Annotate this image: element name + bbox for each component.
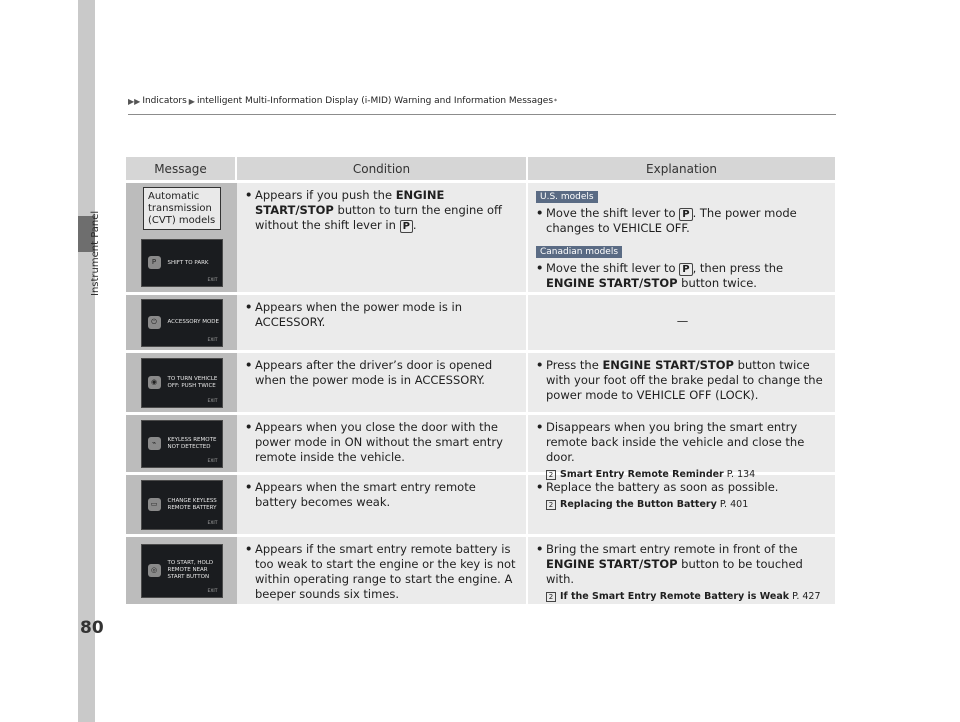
explanation-cell [528,183,835,292]
page-reference-link[interactable] [536,497,829,512]
text-run: Bring the smart entry remote in front of the [546,542,798,556]
explanation-cell [528,353,835,412]
message-cell [126,183,237,292]
text-run: Appears if you push the [255,188,396,202]
screen-exit-label: EXIT [207,458,218,464]
condition-cell [237,295,528,350]
condition-text: Appears when the power mode is in ACCESSORY. [255,300,462,329]
text-run: Move the shift lever to [546,206,680,220]
sidebar-strip [78,0,95,722]
text-run: , then press the [692,261,784,275]
screen-text: TO START, HOLD REMOTE NEAR START BUTTON [167,560,214,580]
reference-title: Smart Entry Remote Reminder [560,469,724,480]
explanation-text: Replace the battery as soon as possible. [546,480,779,494]
page-reference-link[interactable] [536,589,829,604]
condition-cell [237,475,528,534]
reference-title: Replacing the Button Battery [560,499,717,510]
explanation-text [546,542,829,587]
table-header [126,157,835,180]
bullet-icon: • [536,358,544,372]
screen-exit-label: EXIT [207,398,218,404]
display-screen [141,544,223,598]
breadcrumb-link-indicators[interactable]: Indicators [142,96,187,106]
text-run: button to turn the engine off without the shift lever in [255,203,502,232]
condition-text: Appears if the smart entry remote battery is too weak to start the engine or the key is not within operating range to start the engine. A beeper sounds six times. [255,542,516,601]
remote-start-icon: ◎ [148,564,161,577]
breadcrumb-asterisk: * [554,97,558,105]
display-screen [141,480,223,530]
reference-page: P. 427 [792,591,821,602]
explanation-text [546,358,829,403]
bullet-icon: • [536,542,544,556]
page-number: 80 [80,618,104,638]
reference-title: If the Smart Entry Remote Battery is Weak [560,591,790,602]
screen-text: CHANGE KEYLESS REMOTE BATTERY [167,497,217,511]
header-explanation: Explanation [646,161,717,176]
table-row [126,537,835,604]
message-cell [126,295,237,350]
table-row [126,295,835,350]
sidebar-section-label: Instrument Panel [90,210,101,296]
explanation-text: — [676,314,689,328]
text-run: . [412,218,417,232]
explanation-cell [528,537,835,604]
text-run-bold: ENGINE START/STOP [602,358,734,372]
display-screen [141,358,223,408]
screen-text: TO TURN VEHICLE OFF: PUSH TWICE [167,375,218,389]
text-run: button to be touched with. [546,557,803,586]
display-screen [141,299,223,347]
screen-exit-label: EXIT [207,520,218,526]
explanation-cell [528,415,835,480]
header-message: Message [126,157,237,180]
text-run: button twice. [677,276,757,290]
messages-table [126,157,835,604]
condition-text: Appears when you close the door with the power mode in ON without the smart entry remote inside the vehicle. [255,420,503,464]
park-key-icon: P [400,220,413,233]
text-run-bold: ENGINE START/STOP [255,188,445,217]
screen-exit-label: EXIT [207,278,218,283]
power-icon: ⏻ [148,316,161,329]
screen-text: ACCESSORY MODE [167,319,219,325]
breadcrumb [128,96,557,106]
model-callout: Automatic transmission (CVT) models [143,187,221,230]
table-row [126,475,835,534]
condition-text: Appears after the driver’s door is opened when the power mode is in ACCESSORY. [255,358,493,387]
bullet-icon: • [536,206,544,220]
message-cell [126,415,237,472]
reference-arrow-icon: 2 [546,592,556,602]
bullet-icon: • [245,542,253,556]
screen-exit-label: EXIT [207,588,218,594]
message-cell [126,475,237,534]
shift-lever-icon: P [148,256,161,269]
bullet-icon: • [536,480,544,494]
start-button-icon: ◉ [148,376,161,389]
screen-text: KEYLESS REMOTE NOT DETECTED [167,436,217,450]
text-run: button twice with your foot off the brake pedal to change the power mode to VEHICLE OFF (LOCK). [546,358,823,402]
explanation-text [546,261,829,291]
table-row [126,353,835,412]
condition-cell [237,537,528,604]
message-cell [126,537,237,604]
model-tag-us: U.S. models [536,191,598,203]
explanation-cell [528,475,835,534]
text-run-bold: ENGINE START/STOP [546,557,678,571]
condition-cell [237,183,528,292]
bullet-icon: • [245,358,253,372]
park-key-icon: P [679,263,692,276]
reference-page: P. 134 [726,469,756,480]
screen-exit-label: EXIT [207,337,218,343]
explanation-text [546,206,829,236]
display-screen [141,239,223,287]
bullet-icon: • [536,420,544,434]
battery-icon: ▭ [148,498,161,511]
condition-cell [237,415,528,472]
text-run: Move the shift lever to [546,261,680,275]
breadcrumb-current: intelligent Multi-Information Display (i-MID) Warning and Information Messages [196,96,554,106]
text-run: Press the [546,358,603,372]
header-condition: Condition [237,157,528,180]
condition-text: Appears when the smart entry remote battery becomes weak. [255,480,476,509]
table-row [126,183,835,292]
reference-arrow-icon: 2 [546,500,556,510]
breadcrumb-arrow-icon: ▶ [188,96,195,106]
reference-arrow-icon: 2 [546,470,556,480]
park-key-icon: P [679,208,692,221]
bullet-icon: • [245,480,253,494]
bullet-icon: • [245,420,253,434]
explanation-cell [528,295,835,350]
condition-text [255,188,520,233]
text-run: . The power mode changes to VEHICLE OFF. [546,206,797,235]
condition-cell [237,353,528,412]
header-divider [128,114,836,115]
model-tag-canada: Canadian models [536,246,622,258]
bullet-icon: • [536,261,544,275]
remote-key-icon: ⌁ [148,437,161,450]
screen-text: SHIFT TO PARK [167,259,209,266]
table-row [126,415,835,480]
breadcrumb-arrow-icon: ▶▶ [128,96,141,106]
message-cell [126,353,237,412]
display-screen [141,420,223,468]
text-run-bold: ENGINE START/STOP [546,276,678,290]
explanation-text: Disappears when you bring the smart entry remote back inside the vehicle and close the door. [546,420,805,464]
bullet-icon: • [245,300,253,314]
reference-page: P. 401 [719,499,749,510]
bullet-icon: • [245,188,253,202]
